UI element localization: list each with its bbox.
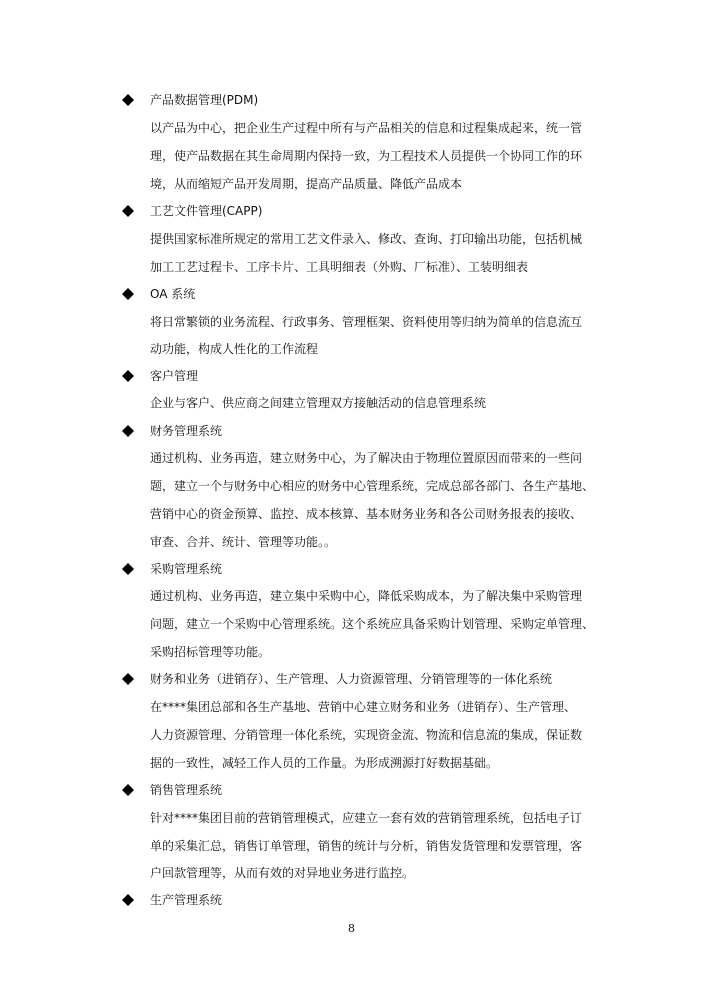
paragraph-line: 针对****集团目前的营销管理模式，应建立一套有效的营销管理系统，包括电子订 [150,811,583,825]
paragraph-line: 加工工艺过程卡、工序卡片、工具明细表（外购、厂标准）、工装明细表 [150,260,529,274]
paragraph-line: 将日常繁锁的业务流程、行政事务、管理框架、资料使用等归纳为简单的信息流互 [150,315,583,329]
diamond-bullet-icon [122,201,136,221]
paragraph-line: 企业与客户、供应商之间建立管理双方接触活动的信息管理系统 [150,396,487,410]
page-number: 8 [348,922,355,935]
section-title: 工艺文件管理(CAPP) [150,204,263,218]
section-title: 采购管理系统 [150,562,223,576]
paragraph-line: 提供国家标准所规定的常用工艺文件录入、修改、查询、打印输出功能，包括机械 [150,232,583,246]
paragraph-line: 理，使产品数据在其生命周期内保持一致，为工程技术人员提供一个协同工作的环 [150,149,583,163]
paragraph-line: 境，从而缩短产品开发周期，提高产品质量、降低产品成本 [150,177,463,191]
paragraph-line: 户回款管理等，从而有效的对异地业务进行监控。 [150,866,415,880]
section-title: 销售管理系统 [150,783,223,797]
diamond-bullet-icon [122,366,136,386]
diamond-bullet-icon [122,90,136,110]
diamond-bullet-icon [122,284,136,304]
section-title: OA 系统 [150,287,196,301]
paragraph-line: 通过机构、业务再造，建立集中采购中心，降低采购成本，为了解决集中采购管理 [150,589,583,603]
diamond-bullet-icon [122,780,136,800]
paragraph-line: 据的一致性，减轻工作人员的工作量。为形成溯源打好数据基础。 [150,756,499,770]
paragraph-line: 单的采集汇总，销售订单管理，销售的统计与分析，销售发货管理和发票管理，客 [150,839,583,853]
section-title: 财务和业务（进销存）、生产管理、人力资源管理、分销管理等的一体化系统 [150,672,553,686]
paragraph-line: 题，建立一个与财务中心相应的财务中心管理系统，完成总部各部门、各生产基地、 [150,479,595,493]
section-title: 财务管理系统 [150,424,223,438]
paragraph-line: 通过机构、业务再造，建立财务中心，为了解决由于物理位置原因而带来的一些问 [150,451,583,465]
diamond-bullet-icon [122,421,136,441]
paragraph-line: 以产品为中心，把企业生产过程中所有与产品相关的信息和过程集成起来，统一管 [150,121,583,135]
paragraph-line: 在****集团总部和各生产基地、营销中心建立财务和业务（进销存）、生产管理、 [150,700,577,714]
diamond-bullet-icon [122,559,136,579]
diamond-bullet-icon [122,669,136,689]
paragraph-line: 采购招标管理等功能。 [150,645,271,659]
section-title: 产品数据管理(PDM) [150,93,259,107]
paragraph-line: 问题，建立一个采购中心管理系统。这个系统应具备采购计划管理、采购定单管理、 [150,617,595,631]
paragraph-line: 动功能，构成人性化的工作流程 [150,342,319,356]
diamond-bullet-icon [122,890,136,910]
paragraph-line: 营销中心的资金预算、监控、成本核算、基本财务业务和各公司财务报表的接收、 [150,507,583,521]
section-title: 生产管理系统 [150,893,223,907]
paragraph-line: 审查、合并、统计、管理等功能。。 [150,535,337,549]
section-title: 客户管理 [150,369,199,383]
paragraph-line: 人力资源管理、分销管理一体化系统，实现资金流、物流和信息流的集成，保证数 [150,728,583,742]
